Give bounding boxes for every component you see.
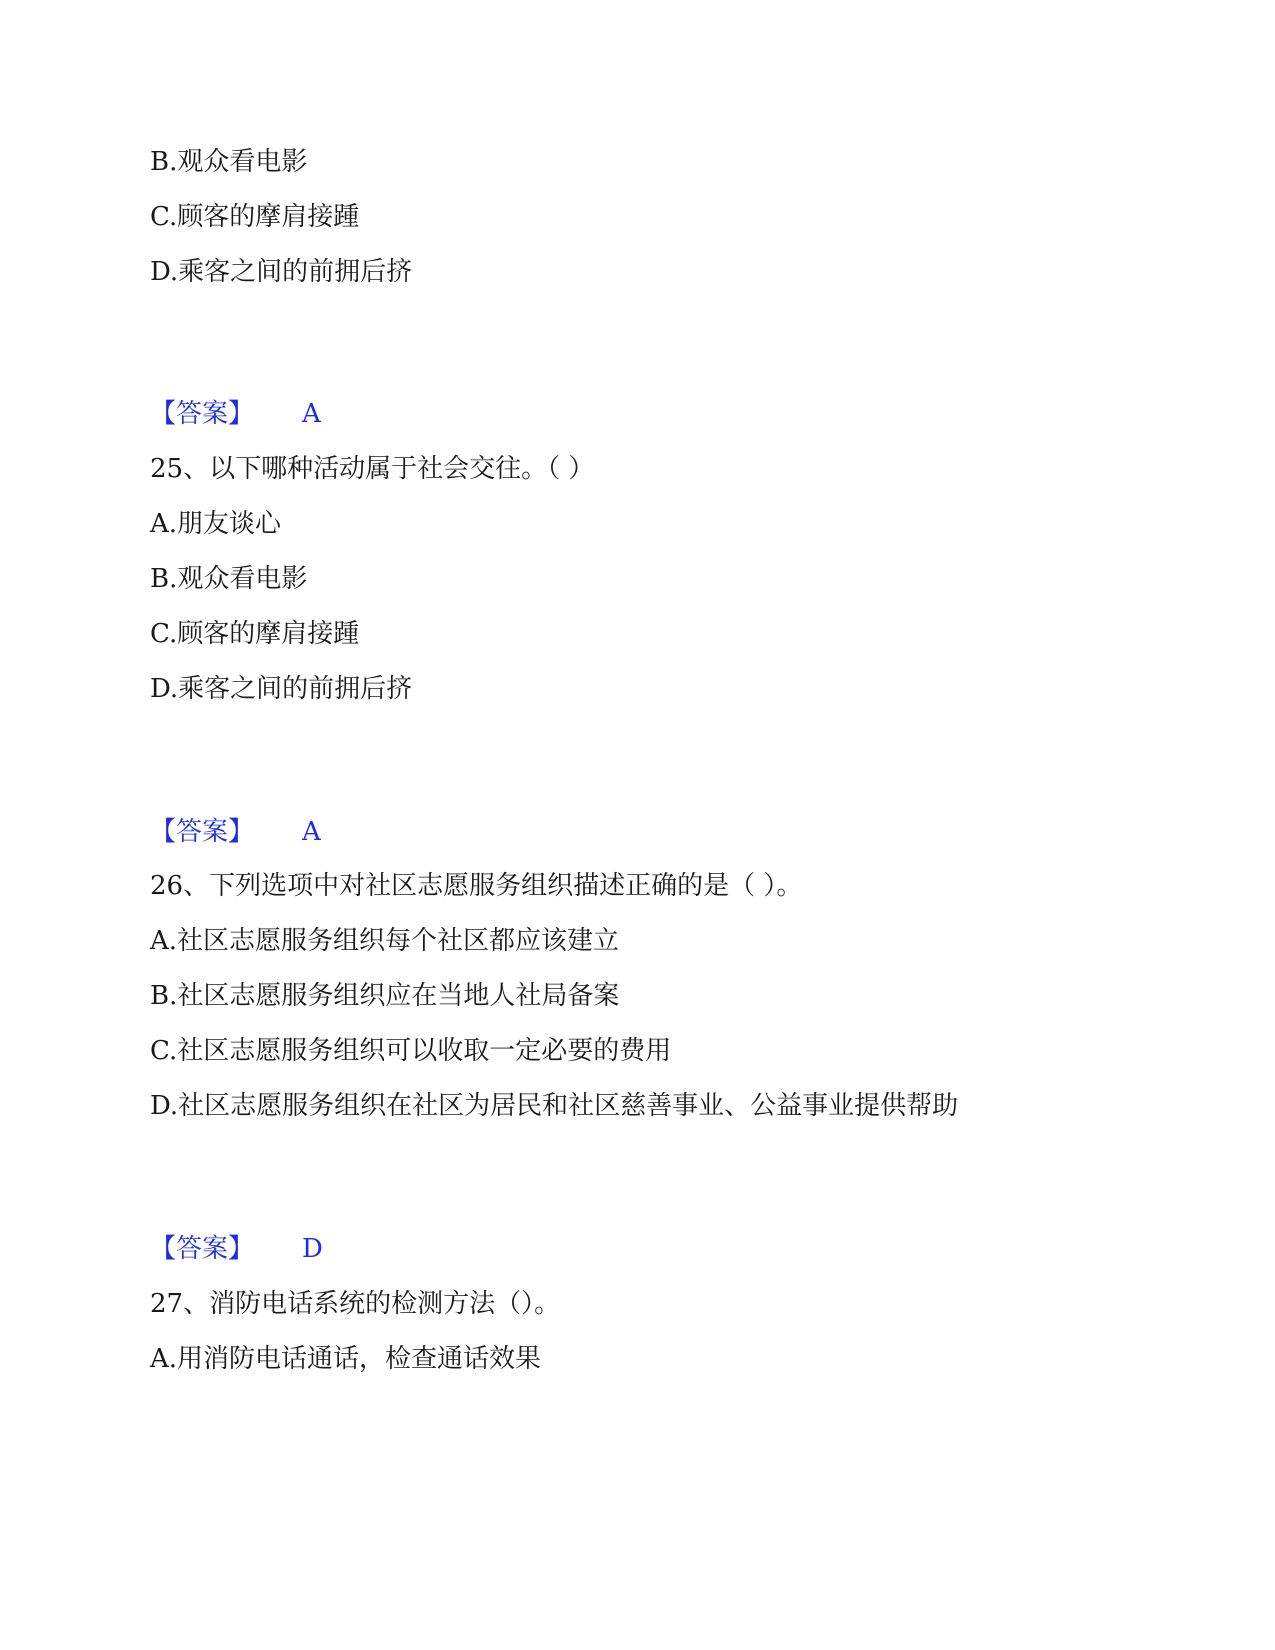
answer-value: D: [302, 1234, 323, 1264]
option-c: C.顾客的摩肩接踵: [150, 202, 360, 232]
option-a: A.用消防电话通话，检查通话效果: [150, 1344, 542, 1374]
option-c: C.顾客的摩肩接踵: [150, 619, 360, 649]
option-a: A.朋友谈心: [150, 509, 282, 539]
answer-line: [150, 1232, 323, 1266]
answer-line: [150, 397, 321, 431]
answer-label: 【答案】: [150, 399, 255, 429]
option-b: B.社区志愿服务组织应在当地人社局备案: [150, 981, 620, 1011]
answer-line: [150, 815, 321, 849]
option-c: C.社区志愿服务组织可以收取一定必要的费用: [150, 1036, 672, 1066]
option-d: D.乘客之间的前拥后挤: [150, 257, 413, 287]
answer-value: A: [302, 399, 321, 429]
answer-label: 【答案】: [150, 817, 255, 847]
question-25: 25、以下哪种活动属于社会交往。（ ）: [150, 454, 595, 484]
option-b: B.观众看电影: [150, 564, 308, 594]
option-a: A.社区志愿服务组织每个社区都应该建立: [150, 926, 620, 956]
option-b: B.观众看电影: [150, 147, 308, 177]
question-26: 26、下列选项中对社区志愿服务组织描述正确的是（ ）。: [150, 871, 803, 901]
answer-value: A: [302, 817, 321, 847]
answer-label: 【答案】: [150, 1234, 255, 1264]
question-27: 27、消防电话系统的检测方法（）。: [150, 1289, 561, 1319]
option-d: D.社区志愿服务组织在社区为居民和社区慈善事业、公益事业提供帮助: [150, 1091, 959, 1121]
option-d: D.乘客之间的前拥后挤: [150, 674, 413, 704]
